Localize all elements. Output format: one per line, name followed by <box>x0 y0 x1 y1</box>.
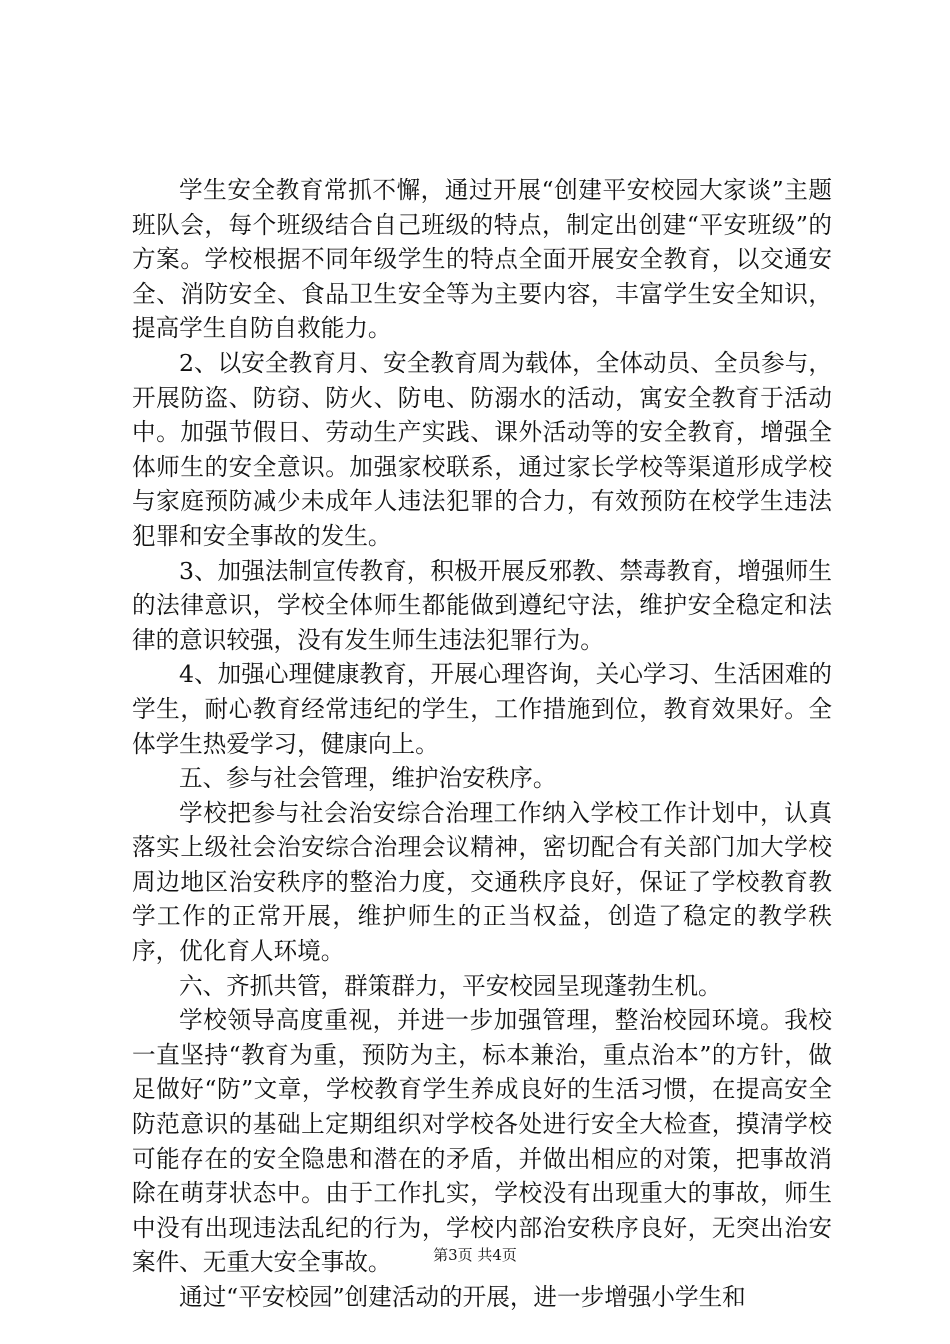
paragraph-school-leadership: 学校领导高度重视，并进一步加强管理，整治校园环境。我校一直坚持“教育为重，预防为主，标本兼治，重点治本”的方针，做足做好“防”文章，学校教育学生养成良好的生活习惯，在提高安全防范意识的基础上定期组织对学校各处进行安全大检查，摸清学校可能存在的安全隐患和潜在的矛盾，并做出相应的对策，把事故消除在萌芽状态中。由于工作扎实，学校没有出现重大的事故，师生中没有出现违法乱纪的行为，学校内部治安秩序良好，无突出治安案件、无重大安全事故。 <box>132 1006 832 1277</box>
paragraph-item-3: 3、加强法制宣传教育，积极开展反邪教、禁毒教育，增强师生的法律意识，学校全体师生都能做到遵纪守法，维护安全稳定和法律的意识较强，没有发生师生违法犯罪行为。 <box>132 556 832 654</box>
section-heading-5: 五、参与社会管理，维护治安秩序。 <box>179 764 557 793</box>
paragraph-student-safety-education: 学生安全教育常抓不懈，通过开展“创建平安校园大家谈”主题班队会，每个班级结合自己班级的特点，制定出创建“平安班级”的方案。学校根据不同年级学生的特点全面开展安全教育，以交通安全、消防安全、食品卫生安全等为主要内容，丰富学生安全知识，提高学生自防自救能力。 <box>132 176 832 343</box>
paragraph-item-4: 4、加强心理健康教育，开展心理咨询，关心学习、生活困难的学生，耐心教育经常违纪的学生，工作措施到位，教育效果好。全体学生热爱学习，健康向上。 <box>132 660 832 758</box>
paragraph-social-management: 学校把参与社会治安综合治理工作纳入学校工作计划中，认真落实上级社会治安综合治理会议精神，密切配合有关部门加大学校周边地区治安秩序的整治力度，交通秩序良好，保证了学校教育教学工作的正常开展，维护师生的正当权益，创造了稳定的教学秩序，优化育人环境。 <box>132 798 832 966</box>
page-number-footer: 第3页 共4页 <box>433 1246 517 1264</box>
section-heading-6: 六、齐抓共管，群策群力，平安校园呈现蓬勃生机。 <box>179 971 722 1000</box>
document-body <box>132 173 832 1315</box>
paragraph-item-2: 2、以安全教育月、安全教育周为载体，全体动员、全员参与，开展防盗、防窃、防火、防电、防溺水的活动，寓安全教育于活动中。加强节假日、劳动生产实践、课外活动等的安全教育，增强全体师生的安全意识。加强家校联系，通过家长学校等渠道形成学校与家庭预防减少未成年人违法犯罪的合力，有效预防在校学生违法犯罪和安全事故的发生。 <box>132 348 832 550</box>
paragraph-safe-campus-activity: 通过“平安校园”创建活动的开展，进一步增强小学生和 <box>179 1283 746 1311</box>
